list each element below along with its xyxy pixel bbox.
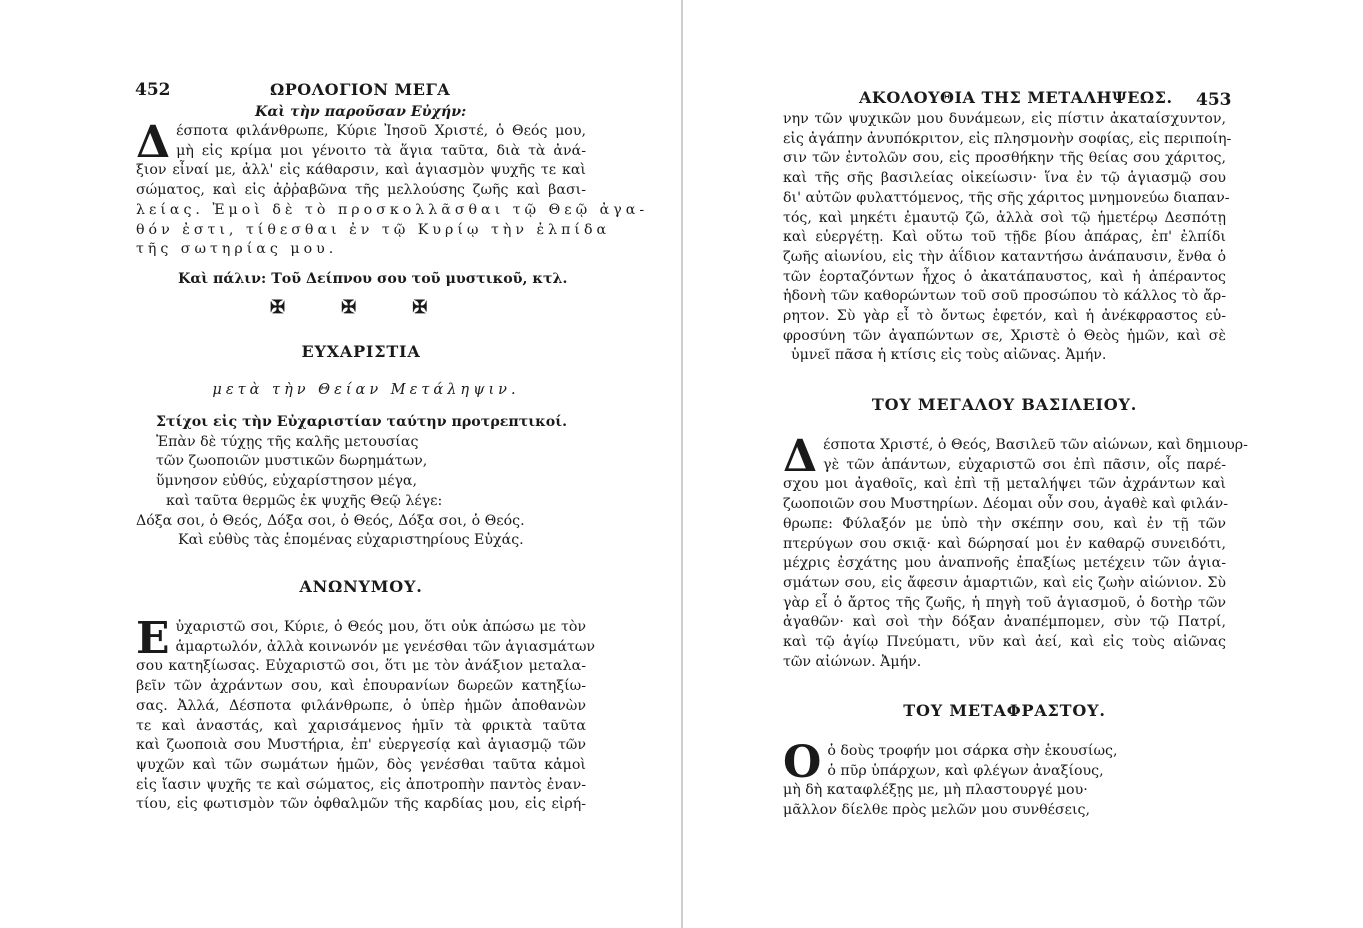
- cross-ornament-icon: ✠: [270, 297, 286, 318]
- basil-line: τῶν αἰώνων. Ἀμήν.: [783, 653, 922, 670]
- metaphrast-heading: ΤΟΥ ΜΕΤΑΦΡΑΣΤΟΥ.: [903, 701, 1106, 720]
- continuation-line: ρητον. Σὺ γὰρ εἶ τὸ ὄντως ἐφετόν, καὶ ἡ ἀνέκφραστος εὐ-: [783, 308, 1226, 325]
- running-head: ΑΚΟΛΟΥΘΙΑ ΤΗΣ ΜΕΤΑΛΗΨΕΩΣ.: [859, 88, 1173, 107]
- kai-palin-line: Καὶ πάλιν: Τοῦ Δείπνου σου τοῦ μυστικοῦ, κτλ.: [178, 271, 568, 287]
- verse-line: Ἐπὰν δὲ τύχῃς τῆς καλῆς μετουσίας: [156, 433, 419, 450]
- eucharist-heading: ΕΥΧΑΡΙΣΤΙΑ: [301, 342, 421, 361]
- metaphrast-line: ὁ δοὺς τροφήν μοι σάρκα σὴν ἑκουσίως,: [827, 743, 1118, 759]
- continuation-line: δι' αὐτῶν φυλαττόμενος, τῆς σῆς χάριτος μνημονεύω διαπαν-: [783, 189, 1230, 206]
- basil-line: καὶ τῷ ἁγίῳ Πνεύματι, νῦν καὶ ἀεί, καὶ εἰς τοὺς αἰῶνας: [783, 634, 1226, 651]
- basil-line: σχου μοι ἀγαθοῖς, καὶ ἐπὶ τῇ μεταλήψει τῶν ἀχράντων καὶ: [783, 476, 1226, 493]
- prayer-intro-line: Καὶ τὴν παροῦσαν Εὐχήν:: [255, 104, 467, 120]
- prayer-dropcap: Δ: [136, 117, 171, 168]
- continuation-line: σιν τῶν ἐντολῶν σου, εἰς προσθήκην τῆς θείας σου χάριτος,: [783, 150, 1226, 167]
- continuation-line: ζωῆς αἰωνίου, εἰς τὴν ἀΐδιον καταντήσω ἀνάπαυσιν, ἔνθα ὁ: [783, 248, 1226, 265]
- verses-intro: Στίχοι εἰς τὴν Εὐχαριστίαν ταύτην προτρεπτικοί.: [156, 414, 568, 430]
- continuation-line: εἰς ἀγάπην ἀνυπόκριτον, εἰς πλησμονὴν σοφίας, εἰς περιποίη-: [783, 130, 1232, 147]
- basil-heading: ΤΟΥ ΜΕΓΑΛΟΥ ΒΑΣΙΛΕΙΟΥ.: [871, 395, 1138, 414]
- metaphrast-verses: [783, 737, 1226, 821]
- metaphrast-line: μᾶλλον δίελθε πρὸς μελῶν μου συνθέσεις,: [783, 802, 1091, 819]
- continuation-line: καὶ εὐεργέτῃ. Καὶ οὕτω τοῦ τῇδε βίου ἀπάρας, ἐπ' ἐλπίδι: [783, 229, 1226, 246]
- metaphrast-dropcap: Ο: [783, 737, 822, 788]
- left-page: [0, 0, 681, 928]
- anonymous-line: σου κατηξίωσας. Εὐχαριστῶ σοι, ὅτι με τὸν ἀνάξιον μεταλα-: [136, 658, 586, 675]
- anonymous-line: βεῖν τῶν ἀχράντων σου, καὶ ἐπουρανίων δωρεῶν κατηξίω-: [136, 678, 586, 695]
- basil-line: ζωοποιῶν σου Μυστηρίων. Δέομαι οὖν σου, ἀγαθὲ καὶ φιλάν-: [783, 496, 1229, 513]
- basil-paragraph: [783, 431, 1248, 672]
- basil-line: έσποτα Χριστέ, ὁ Θεός, Βασιλεῦ τῶν αἰώνων, καὶ δημιουρ-: [823, 437, 1248, 453]
- basil-line: πτερύγων σου σκιᾷ· καὶ δώρησαί μοι ἐν καθαρῷ συνειδότι,: [783, 535, 1226, 552]
- prayer-line: θόν ἐστι, τίθεσθαι ἐν τῷ Κυρίῳ τὴν ἐλπίδα: [136, 221, 611, 238]
- prayer-intro: [255, 103, 535, 123]
- anonymous-line: καὶ ζωοποιὰ σου Μυστήρια, ἐπ' εὐεργεσίᾳ καὶ ἁγιασμῷ τῶν: [136, 737, 586, 754]
- prayer-line: ξιον εἶναί με, ἀλλ' εἰς κάθαρσιν, καὶ ἁγιασμὸν ψυχῆς τε καὶ: [136, 162, 586, 179]
- metaphrast-line: μὴ δὴ καταφλέξῃς με, μὴ πλαστουργέ μου·: [783, 782, 1088, 799]
- verse-line: καὶ ταῦτα θερμῶς ἐκ ψυχῆς Θεῷ λέγε:: [166, 492, 443, 509]
- continuation-line: ἡδονὴ τῶν καθορώντων τοῦ σοῦ προσώπου τὸ κάλλος τὸ ἄρ-: [783, 288, 1226, 305]
- anonymous-dropcap: Ε: [136, 613, 170, 664]
- verses-block: [136, 413, 596, 551]
- anonymous-line: ὐχαριστῶ σοι, Κύριε, ὁ Θεός μου, ὅτι οὐκ ἀπώσω με τὸν: [175, 619, 586, 635]
- prayer-paragraph: [136, 117, 649, 260]
- continuation-line: τός, καὶ μηκέτι ἐμαυτῷ ζῶ, ἀλλὰ σοὶ τῷ ἡμετέρῳ Δεσπότῃ: [783, 209, 1226, 226]
- cross-ornament-icon: ✠: [341, 297, 357, 318]
- continuation-line: νην τῶν ψυχικῶν μου δυνάμεων, εἰς πίστιν ἀκαταίσχυντον,: [783, 111, 1226, 127]
- page-gutter: [681, 0, 683, 928]
- basil-line: σμάτων σου, εἰς ἄφεσιν ἁμαρτιῶν, καὶ εἰς ζωὴν αἰώνιον. Σὺ: [783, 574, 1226, 591]
- basil-line: γὲ τῶν ἁπάντων, εὐχαριστῶ σοι ἐπὶ πᾶσιν, οἷς παρέ-: [823, 456, 1226, 473]
- cross-ornament-icon: ✠: [412, 297, 428, 318]
- eucharist-subheading: μετὰ τὴν Θείαν Μετάληψιν.: [212, 382, 520, 398]
- verse-line: ὕμνησον εὐθύς, εὐχαρίστησον μέγα,: [156, 473, 418, 490]
- prayer-line: τῆς σωτηρίας μου.: [136, 241, 338, 258]
- basil-line: θρωπε: Φύλαξόν με ὑπὸ τὴν σκέπην σου, καὶ ἐν τῇ τῶν: [783, 515, 1226, 532]
- kai-palin: [178, 270, 568, 290]
- verse-line: τῶν ζωοποιῶν μυστικῶν δωρημάτων,: [156, 453, 428, 470]
- anonymous-line: σας. Ἀλλά, Δέσποτα φιλάνθρωπε, ὁ ὑπὲρ ἡμῶν ἀποθανὼν: [136, 697, 586, 714]
- doxa-line: Δόξα σοι, ὁ Θεός, Δόξα σοι, ὁ Θεός, Δόξα σοι, ὁ Θεός.: [136, 512, 525, 529]
- prayer-line: λείας. Ἐμοὶ δὲ τὸ προσκολλᾶσθαι τῷ Θεῷ ἀγα-: [136, 201, 649, 218]
- basil-dropcap: Δ: [783, 431, 818, 482]
- basil-line: γὰρ εἶ ὁ ἄρτος τῆς ζωῆς, ἡ πηγὴ τοῦ ἁγιασμοῦ, ὁ δοτὴρ τῶν: [783, 594, 1226, 611]
- prayer-line: έσποτα φιλάνθρωπε, Κύριε Ἰησοῦ Χριστέ, ὁ Θεός μου,: [176, 123, 586, 139]
- anonymous-line: ψυχῶν καὶ τῶν σωμάτων ἡμῶν, δὸς γενέσθαι ταῦτα κἀμοὶ: [136, 756, 586, 773]
- follow-line: Καὶ εὐθὺς τὰς ἑπομένας εὐχαριστηρίους Εὐχάς.: [178, 532, 524, 549]
- anonymous-line: ἁμαρτωλόν, ἀλλὰ κοινωνόν με γενέσθαι τῶν ἁγιασμάτων: [175, 638, 596, 655]
- page-number: 453: [1196, 90, 1232, 110]
- anonymous-paragraph: [136, 613, 596, 815]
- continuation-line: τῶν ἑορταζόντων ἦχος ὁ ἀκατάπαυστος, καὶ ἡ ἀπέραντος: [783, 268, 1226, 285]
- metaphrast-line: ὁ πῦρ ὑπάρχων, καὶ φλέγων ἀναξίους,: [827, 762, 1104, 779]
- continuation-line: ὑμνεῖ πᾶσα ἡ κτίσις εἰς τοὺς αἰῶνας. Ἀμήν.: [791, 347, 1107, 364]
- continuation-line: φροσύνη τῶν ἀγαπώντων σε, Χριστὲ ὁ Θεὸς ἡμῶν, καὶ σὲ: [783, 327, 1226, 344]
- continuation-paragraph: [783, 110, 1232, 366]
- running-head: ΩΡΟΛΟΓΙΟΝ ΜΕΓΑ: [270, 80, 451, 99]
- ornament-row: [270, 297, 427, 318]
- anonymous-heading: ΑΝΩΝΥΜΟΥ.: [299, 577, 423, 596]
- basil-line: μέχρις ἐσχάτης μου ἀναπνοῆς ἐπαξίως μετέχειν τῶν ἁγια-: [783, 555, 1226, 572]
- anonymous-line: εἰς ἴασιν ψυχῆς τε καὶ σώματος, εἰς ἀποτροπὴν παντὸς ἐναν-: [136, 776, 586, 793]
- prayer-line: σώματος, καὶ εἰς ἀῤῥαβῶνα τῆς μελλούσης ζωῆς καὶ βασι-: [136, 182, 586, 199]
- prayer-line: μὴ εἰς κρίμα μοι γένοιτο τὰ ἅγια ταῦτα, διὰ τὰ ἀνά-: [176, 142, 586, 159]
- basil-line: ἀγαθῶν· καὶ σοὶ τὴν δόξαν ἀναπέμπομεν, σὺν τῷ Πατρί,: [783, 614, 1226, 631]
- right-page: [684, 0, 1363, 928]
- anonymous-line: τε καὶ ἀναστάς, καὶ χαρισάμενος ἡμῖν τὰ φρικτὰ ταῦτα: [136, 717, 586, 734]
- continuation-line: καὶ τῆς σῆς βασιλείας οἰκείωσιν· ἵνα ἐν τῷ ἁγιασμῷ σου: [783, 170, 1226, 187]
- page-number: 452: [135, 80, 171, 100]
- anonymous-line: τίου, εἰς φωτισμὸν τῶν ὀφθαλμῶν τῆς καρδίας μου, εἰς εἰρή-: [136, 796, 586, 813]
